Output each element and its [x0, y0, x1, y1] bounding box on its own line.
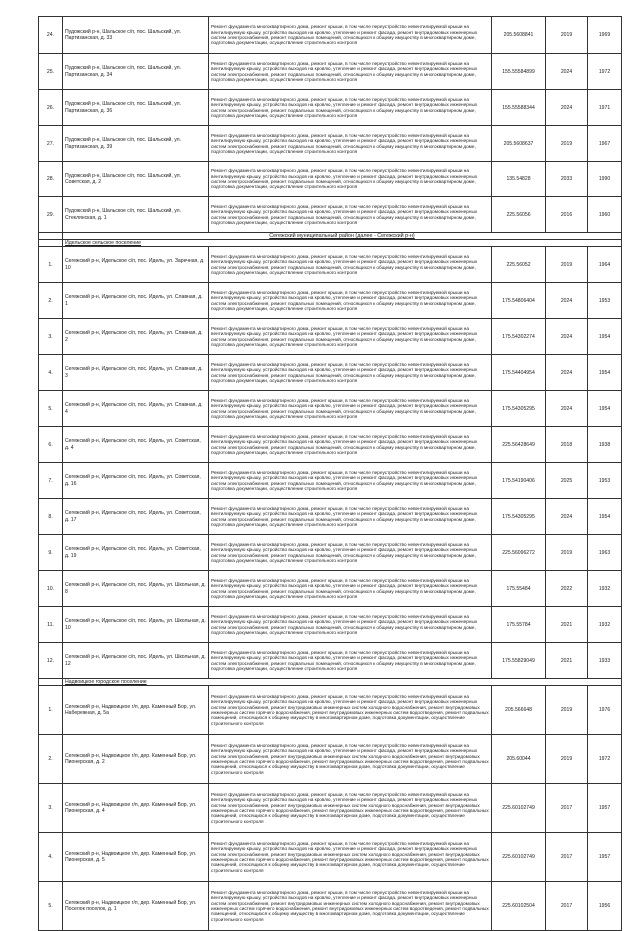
table-row — [39, 607, 622, 643]
address-cell: Сегежский р-н, Идельское с/п, пос. Идель, ул. Школьная, д. 12 — [63, 643, 209, 679]
table-row — [39, 882, 622, 931]
works-cell: Ремонт фундамента многоквартирного дома, ремонт крыши, в том числе переустройство невентилируемой крыши на вентилируемую крышу, устройство выходов на кровлю, утепление и ремонт фасада, ремонт внутридомовых инженерных систем электроснабжения, ремонт внутридомовых инженерных систем холодного водоснабжения, ремонт внутридомовых инженерных систем горячего водоснабжения, ремонт внутридомовых инженерных систем водоотведения, ремонт подвальных помещений, относящихся к общему имуществу в многоквартирном доме, подготовка документации, осуществление строительного контроля — [209, 833, 492, 882]
works-cell: Ремонт фундамента многоквартирного дома, ремонт крыши, в том числе переустройство невентилируемой крыши на вентилируемую крышу, устройство выходов на кровлю, утепление и ремонт фасада, ремонт внутридомовых инженерных систем электроснабжения, ремонт подвальных помещений, относящихся к общему имуществу в многоквартирном доме, подготовка документации, осуществление строительного контроля — [209, 463, 492, 499]
row-number: 9. — [39, 535, 63, 571]
works-cell: Ремонт фундамента многоквартирного дома, ремонт крыши, в том числе переустройство невентилируемой крыши на вентилируемую крышу, устройство выходов на кровлю, утепление и ремонт фасада, ремонт внутридомовых инженерных систем электроснабжения, ремонт подвальных помещений, относящихся к общему имуществу в многоквартирном доме, подготовка документации, осуществление строительного контроля — [209, 571, 492, 607]
built-year-cell: 1960 — [588, 197, 622, 233]
table-row — [39, 571, 622, 607]
cost-cell: 225.56052 — [492, 247, 546, 283]
works-cell: Ремонт фундамента многоквартирного дома, ремонт крыши, в том числе переустройство невентилируемой крыши на вентилируемую крышу, устройство выходов на кровлю, утепление и ремонт фасада, ремонт внутридомовых инженерных систем электроснабжения, ремонт подвальных помещений, относящихся к общему имуществу в многоквартирном доме, подготовка документации, осуществление строительного контроля — [209, 391, 492, 427]
address-cell: Пудожский р-н, Шальское с/п, пос. Шальский, ул. Партизанская, д. 33 — [63, 17, 209, 54]
table-row — [39, 90, 622, 126]
cost-cell: 155.55584899 — [492, 54, 546, 90]
row-number: 27. — [39, 126, 63, 162]
address-cell: Пудожский р-н, Шальское с/п, пос. Шальский, ул. Партизанская, д. 36 — [63, 90, 209, 126]
built-year-cell: 1976 — [588, 686, 622, 735]
settlement-name: Идельское сельское поселение — [63, 240, 622, 247]
table-row — [39, 126, 622, 162]
address-cell: Сегежский р-н, Идельское с/п, пос. Идель, ул. Славная, д. 4 — [63, 391, 209, 427]
built-year-cell: 1953 — [588, 283, 622, 319]
works-cell: Ремонт фундамента многоквартирного дома, ремонт крыши, в том числе переустройство невентилируемой крыши на вентилируемую крышу, устройство выходов на кровлю, утепление и ремонт фасада, ремонт внутридомовых инженерных систем электроснабжения, ремонт подвальных помещений, относящихся к общему имуществу в многоквартирном доме, подготовка документации, осуществление строительного контроля — [209, 17, 492, 54]
year-cell: 2019 — [546, 247, 588, 283]
address-cell: Сегежский р-н, Идельское с/п, пос. Идель, ул. Славная, д. 3 — [63, 355, 209, 391]
year-cell: 2019 — [546, 686, 588, 735]
address-cell: Сегежский р-н, Идельское с/п, пос. Идель, ул. Советская, д. 19 — [63, 535, 209, 571]
row-number: 7. — [39, 463, 63, 499]
blank-number-cell — [39, 679, 63, 686]
year-cell: 2024 — [546, 319, 588, 355]
address-cell: Сегежский р-н, Надвоицкое г/п, дер. Каменный Бор, ул. Пионерская, д. 4 — [63, 784, 209, 833]
cost-cell: 175.54190406 — [492, 463, 546, 499]
cost-cell: 205.60044 — [492, 735, 546, 784]
table-row — [39, 355, 622, 391]
table-row — [39, 17, 622, 54]
table-row — [39, 247, 622, 283]
cost-cell: 175.54302274 — [492, 319, 546, 355]
year-cell: 2033 — [546, 162, 588, 197]
cost-cell: 175.54305295 — [492, 499, 546, 535]
year-cell: 2018 — [546, 427, 588, 463]
row-number: 24. — [39, 17, 63, 54]
built-year-cell: 1954 — [588, 499, 622, 535]
year-cell: 2019 — [546, 126, 588, 162]
address-cell: Сегежский р-н, Идельское с/п, пос. Идель, ул. Заречная, д. 10 — [63, 247, 209, 283]
built-year-cell: 1932 — [588, 607, 622, 643]
works-cell: Ремонт фундамента многоквартирного дома, ремонт крыши, в том числе переустройство невентилируемой крыши на вентилируемую крышу, устройство выходов на кровлю, утепление и ремонт фасада, ремонт внутридомовых инженерных систем электроснабжения, ремонт подвальных помещений, относящихся к общему имуществу в многоквартирном доме, подготовка документации, осуществление строительного контроля — [209, 499, 492, 535]
year-cell: 2024 — [546, 283, 588, 319]
blank-number-cell — [39, 240, 63, 247]
built-year-cell: 1954 — [588, 391, 622, 427]
works-cell: Ремонт фундамента многоквартирного дома, ремонт крыши, в том числе переустройство невентилируемой крыши на вентилируемую крышу, устройство выходов на кровлю, утепление и ремонт фасада, ремонт внутридомовых инженерных систем электроснабжения, ремонт внутридомовых инженерных систем холодного водоснабжения, ремонт внутридомовых инженерных систем горячего водоснабжения, ремонт внутридомовых инженерных систем водоотведения, ремонт подвальных помещений, относящихся к общему имуществу в многоквартирном доме, подготовка документации, осуществление строительного контроля — [209, 735, 492, 784]
address-cell: Пудожский р-н, Шальское с/п, пос. Шальский, ул. Партизанская, д. 39 — [63, 126, 209, 162]
table-row — [39, 54, 622, 90]
cost-cell: 175.55484 — [492, 571, 546, 607]
blank-number-cell — [39, 233, 63, 240]
built-year-cell: 1967 — [588, 126, 622, 162]
cost-cell: 225.56428649 — [492, 427, 546, 463]
address-cell: Сегежский р-н, Идельское с/п, пос. Идель, ул. Советская, д. 16 — [63, 463, 209, 499]
cost-cell: 135.54828 — [492, 162, 546, 197]
table-row — [39, 735, 622, 784]
works-cell: Ремонт фундамента многоквартирного дома, ремонт крыши, в том числе переустройство невентилируемой крыши на вентилируемую крышу, устройство выходов на кровлю, утепление и ремонт фасада, ремонт внутридомовых инженерных систем электроснабжения, ремонт подвальных помещений, относящихся к общему имуществу в многоквартирном доме, подготовка документации, осуществление строительного контроля — [209, 90, 492, 126]
row-number: 1. — [39, 247, 63, 283]
district-name: Сегежский муниципальный район (далее - Сегежский р-н) — [63, 233, 622, 240]
year-cell: 2019 — [546, 17, 588, 54]
table-row — [39, 283, 622, 319]
address-cell: Сегежский р-н, Идельское с/п, пос. Идель, ул. Славная, д. 1 — [63, 283, 209, 319]
row-number: 8. — [39, 499, 63, 535]
works-cell: Ремонт фундамента многоквартирного дома, ремонт крыши, в том числе переустройство невентилируемой крыши на вентилируемую крышу, устройство выходов на кровлю, утепление и ремонт фасада, ремонт внутридомовых инженерных систем электроснабжения, ремонт внутридомовых инженерных систем холодного водоснабжения, ремонт внутридомовых инженерных систем горячего водоснабжения, ремонт внутридомовых инженерных систем водоотведения, ремонт подвальных помещений, относящихся к общему имуществу в многоквартирном доме, подготовка документации, осуществление строительного контроля — [209, 686, 492, 735]
cost-cell: 175.54806404 — [492, 283, 546, 319]
year-cell: 2019 — [546, 735, 588, 784]
built-year-cell: 1971 — [588, 90, 622, 126]
year-cell: 2024 — [546, 54, 588, 90]
address-cell: Пудожский р-н, Шальское с/п, пос. Шальский, ул. Партизанская, д. 34 — [63, 54, 209, 90]
built-year-cell: 1932 — [588, 571, 622, 607]
built-year-cell: 1938 — [588, 427, 622, 463]
built-year-cell: 1954 — [588, 355, 622, 391]
address-cell: Сегежский р-н, Идельское с/п, пос. Идель, ул. Школьная, д. 10 — [63, 607, 209, 643]
table-row — [39, 535, 622, 571]
table-row — [39, 643, 622, 679]
built-year-cell: 1953 — [588, 463, 622, 499]
works-cell: Ремонт фундамента многоквартирного дома, ремонт крыши, в том числе переустройство невентилируемой крыши на вентилируемую крышу, устройство выходов на кровлю, утепление и ремонт фасада, ремонт внутридомовых инженерных систем электроснабжения, ремонт подвальных помещений, относящихся к общему имуществу в многоквартирном доме, подготовка документации, осуществление строительного контроля — [209, 197, 492, 233]
address-cell: Сегежский р-н, Идельское с/п, пос. Идель, ул. Школьная, д. 8 — [63, 571, 209, 607]
cost-cell: 225.60102504 — [492, 882, 546, 931]
cost-cell: 225.60102749 — [492, 833, 546, 882]
address-cell: Пудожский р-н, Шальское с/п, пос. Шальский, ул. Стеклянская, д. 1 — [63, 197, 209, 233]
table-row — [39, 197, 622, 233]
table-row — [39, 162, 622, 197]
year-cell: 2017 — [546, 882, 588, 931]
built-year-cell: 1957 — [588, 784, 622, 833]
works-cell: Ремонт фундамента многоквартирного дома, ремонт крыши, в том числе переустройство невентилируемой крыши на вентилируемую крышу, устройство выходов на кровлю, утепление и ремонт фасада, ремонт внутридомовых инженерных систем электроснабжения, ремонт подвальных помещений, относящихся к общему имуществу в многоквартирном доме, подготовка документации, осуществление строительного контроля — [209, 643, 492, 679]
works-cell: Ремонт фундамента многоквартирного дома, ремонт крыши, в том числе переустройство невентилируемой крыши на вентилируемую крышу, устройство выходов на кровлю, утепление и ремонт фасада, ремонт внутридомовых инженерных систем электроснабжения, ремонт подвальных помещений, относящихся к общему имуществу в многоквартирном доме, подготовка документации, осуществление строительного контроля — [209, 283, 492, 319]
year-cell: 2021 — [546, 607, 588, 643]
built-year-cell: 1957 — [588, 833, 622, 882]
year-cell: 2025 — [546, 463, 588, 499]
year-cell: 2024 — [546, 355, 588, 391]
year-cell: 2024 — [546, 90, 588, 126]
built-year-cell: 1969 — [588, 17, 622, 54]
built-year-cell: 1956 — [588, 882, 622, 931]
year-cell: 2024 — [546, 499, 588, 535]
cost-cell: 205.5608841 — [492, 17, 546, 54]
table-row — [39, 784, 622, 833]
built-year-cell: 1990 — [588, 162, 622, 197]
works-cell: Ремонт фундамента многоквартирного дома, ремонт крыши, в том числе переустройство невентилируемой крыши на вентилируемую крышу, устройство выходов на кровлю, утепление и ремонт фасада, ремонт внутридомовых инженерных систем электроснабжения, ремонт подвальных помещений, относящихся к общему имуществу в многоквартирном доме, подготовка документации, осуществление строительного контроля — [209, 54, 492, 90]
cost-cell: 175.55829049 — [492, 643, 546, 679]
cost-cell: 205.566648 — [492, 686, 546, 735]
row-number: 6. — [39, 427, 63, 463]
address-cell: Сегежский р-н, Надвоицкое г/п, дер. Каменный Бор, ул. Пионерская, д. 2 — [63, 735, 209, 784]
row-number: 4. — [39, 833, 63, 882]
row-number: 25. — [39, 54, 63, 90]
address-cell: Пудожский р-н, Шальское с/п, пос. Шальский, ул. Советская, д. 2 — [63, 162, 209, 197]
address-cell: Сегежский р-н, Идельское с/п, пос. Идель, ул. Славная, д. 2 — [63, 319, 209, 355]
district-header-row — [39, 233, 622, 240]
row-number: 2. — [39, 283, 63, 319]
row-number: 3. — [39, 319, 63, 355]
year-cell: 2017 — [546, 784, 588, 833]
capital-repair-table — [38, 16, 622, 931]
cost-cell: 205.5608637 — [492, 126, 546, 162]
address-cell: Сегежский р-н, Надвоицкое г/п, дер. Каменный Бор, ул. Пионерская, д. 5 — [63, 833, 209, 882]
cost-cell: 175.54305295 — [492, 391, 546, 427]
row-number: 11. — [39, 607, 63, 643]
works-cell: Ремонт фундамента многоквартирного дома, ремонт крыши, в том числе переустройство невентилируемой крыши на вентилируемую крышу, устройство выходов на кровлю, утепление и ремонт фасада, ремонт внутридомовых инженерных систем электроснабжения, ремонт подвальных помещений, относящихся к общему имуществу в многоквартирном доме, подготовка документации, осуществление строительного контроля — [209, 535, 492, 571]
built-year-cell: 1933 — [588, 643, 622, 679]
year-cell: 2024 — [546, 391, 588, 427]
table-row — [39, 833, 622, 882]
table-row — [39, 686, 622, 735]
address-cell: Сегежский р-н, Надвоицкое г/п, дер. Каменный Бор, ул. Поселок поселок, д. 1 — [63, 882, 209, 931]
works-cell: Ремонт фундамента многоквартирного дома, ремонт крыши, в том числе переустройство невентилируемой крыши на вентилируемую крышу, устройство выходов на кровлю, утепление и ремонт фасада, ремонт внутридомовых инженерных систем электроснабжения, ремонт внутридомовых инженерных систем холодного водоснабжения, ремонт внутридомовых инженерных систем горячего водоснабжения, ремонт внутридомовых инженерных систем водоотведения, ремонт подвальных помещений, относящихся к общему имуществу в многоквартирном доме, подготовка документации, осуществление строительного контроля — [209, 882, 492, 931]
works-cell: Ремонт фундамента многоквартирного дома, ремонт крыши, в том числе переустройство невентилируемой крыши на вентилируемую крышу, устройство выходов на кровлю, утепление и ремонт фасада, ремонт внутридомовых инженерных систем электроснабжения, ремонт подвальных помещений, относящихся к общему имуществу в многоквартирном доме, подготовка документации, осуществление строительного контроля — [209, 355, 492, 391]
row-number: 1. — [39, 686, 63, 735]
works-cell: Ремонт фундамента многоквартирного дома, ремонт крыши, в том числе переустройство невентилируемой крыши на вентилируемую крышу, устройство выходов на кровлю, утепление и ремонт фасада, ремонт внутридомовых инженерных систем электроснабжения, ремонт подвальных помещений, относящихся к общему имуществу в многоквартирном доме, подготовка документации, осуществление строительного контроля — [209, 126, 492, 162]
row-number: 12. — [39, 643, 63, 679]
address-cell: Сегежский р-н, Идельское с/п, пос. Идель, ул. Советская, д. 4 — [63, 427, 209, 463]
row-number: 4. — [39, 355, 63, 391]
row-number: 10. — [39, 571, 63, 607]
year-cell: 2017 — [546, 833, 588, 882]
built-year-cell: 1963 — [588, 535, 622, 571]
settlement-name: Надвоицкое городское поселение — [63, 679, 622, 686]
cost-cell: 225.56056 — [492, 197, 546, 233]
works-cell: Ремонт фундамента многоквартирного дома, ремонт крыши, в том числе переустройство невентилируемой крыши на вентилируемую крышу, устройство выходов на кровлю, утепление и ремонт фасада, ремонт внутридомовых инженерных систем электроснабжения, ремонт подвальных помещений, относящихся к общему имуществу в многоквартирном доме, подготовка документации, осуществление строительного контроля — [209, 607, 492, 643]
built-year-cell: 1954 — [588, 319, 622, 355]
works-cell: Ремонт фундамента многоквартирного дома, ремонт крыши, в том числе переустройство невентилируемой крыши на вентилируемую крышу, устройство выходов на кровлю, утепление и ремонт фасада, ремонт внутридомовых инженерных систем электроснабжения, ремонт подвальных помещений, относящихся к общему имуществу в многоквартирном доме, подготовка документации, осуществление строительного контроля — [209, 319, 492, 355]
year-cell: 2021 — [546, 643, 588, 679]
year-cell: 2016 — [546, 197, 588, 233]
works-cell: Ремонт фундамента многоквартирного дома, ремонт крыши, в том числе переустройство невентилируемой крыши на вентилируемую крышу, устройство выходов на кровлю, утепление и ремонт фасада, ремонт внутридомовых инженерных систем электроснабжения, ремонт подвальных помещений, относящихся к общему имуществу в многоквартирном доме, подготовка документации, осуществление строительного контроля — [209, 247, 492, 283]
cost-cell: 225.60102749 — [492, 784, 546, 833]
cost-cell: 175.55784 — [492, 607, 546, 643]
cost-cell: 225.56096272 — [492, 535, 546, 571]
address-cell: Сегежский р-н, Надвоицкое г/п, дер. Каменный Бор, ул. Набережная, д. 5а — [63, 686, 209, 735]
table-row — [39, 499, 622, 535]
row-number: 5. — [39, 882, 63, 931]
row-number: 5. — [39, 391, 63, 427]
works-cell: Ремонт фундамента многоквартирного дома, ремонт крыши, в том числе переустройство невентилируемой крыши на вентилируемую крышу, устройство выходов на кровлю, утепление и ремонт фасада, ремонт внутридомовых инженерных систем электроснабжения, ремонт подвальных помещений, относящихся к общему имуществу в многоквартирном доме, подготовка документации, осуществление строительного контроля — [209, 162, 492, 197]
row-number: 3. — [39, 784, 63, 833]
settlement-header-row — [39, 240, 622, 247]
built-year-cell: 1972 — [588, 735, 622, 784]
built-year-cell: 1972 — [588, 54, 622, 90]
row-number: 28. — [39, 162, 63, 197]
built-year-cell: 1964 — [588, 247, 622, 283]
address-cell: Сегежский р-н, Идельское с/п, пос. Идель, ул. Советская, д. 17 — [63, 499, 209, 535]
table-row — [39, 427, 622, 463]
table-row — [39, 391, 622, 427]
row-number: 2. — [39, 735, 63, 784]
works-cell: Ремонт фундамента многоквартирного дома, ремонт крыши, в том числе переустройство невентилируемой крыши на вентилируемую крышу, устройство выходов на кровлю, утепление и ремонт фасада, ремонт внутридомовых инженерных систем электроснабжения, ремонт внутридомовых инженерных систем холодного водоснабжения, ремонт внутридомовых инженерных систем горячего водоснабжения, ремонт внутридомовых инженерных систем водоотведения, ремонт подвальных помещений, относящихся к общему имуществу в многоквартирном доме, подготовка документации, осуществление строительного контроля — [209, 784, 492, 833]
table-row — [39, 463, 622, 499]
cost-cell: 155.55588344 — [492, 90, 546, 126]
year-cell: 2022 — [546, 571, 588, 607]
works-cell: Ремонт фундамента многоквартирного дома, ремонт крыши, в том числе переустройство невентилируемой крыши на вентилируемую крышу, устройство выходов на кровлю, утепление и ремонт фасада, ремонт внутридомовых инженерных систем электроснабжения, ремонт подвальных помещений, относящихся к общему имуществу в многоквартирном доме, подготовка документации, осуществление строительного контроля — [209, 427, 492, 463]
table-row — [39, 319, 622, 355]
settlement-header-row — [39, 679, 622, 686]
table-body — [39, 17, 622, 931]
row-number: 26. — [39, 90, 63, 126]
year-cell: 2019 — [546, 535, 588, 571]
row-number: 29. — [39, 197, 63, 233]
cost-cell: 175.54404954 — [492, 355, 546, 391]
